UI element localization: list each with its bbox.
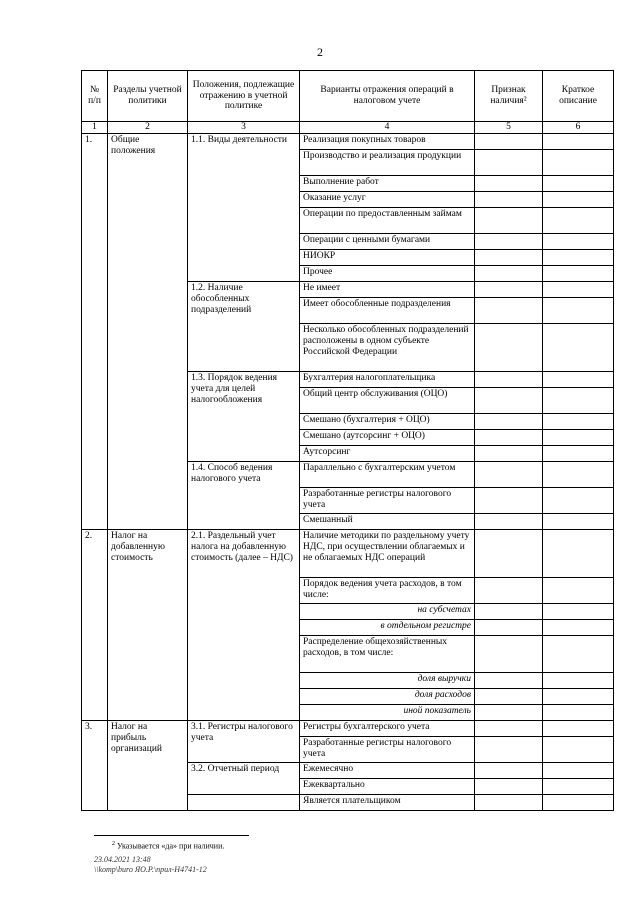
table-header-row [82, 71, 614, 122]
description-cell[interactable] [543, 324, 614, 372]
variant-cell: Бухгалтерия налогоплательщика [300, 372, 475, 388]
column-number-row [82, 122, 614, 134]
variant-cell: Операции с ценными бумагами [300, 234, 475, 250]
header-variants: Варианты отражения операций в налоговом учете [300, 71, 475, 122]
variant-cell: Производство и реализация продукции [300, 150, 475, 176]
attribute-cell[interactable] [475, 250, 543, 266]
section-name: Налог на прибыль организаций [108, 721, 188, 811]
header-attribute: Признак наличия² [475, 71, 543, 122]
page-number: 2 [317, 45, 323, 59]
table-row [82, 530, 614, 578]
attribute-cell[interactable] [475, 689, 543, 705]
attribute-cell[interactable] [475, 298, 543, 324]
description-cell[interactable] [543, 372, 614, 388]
table-row [82, 134, 614, 150]
variant-cell: Смешано (аутсорсинг + ОЦО) [300, 430, 475, 446]
variant-cell: доля расходов [300, 689, 475, 705]
variant-cell: Ежеквартально [300, 779, 475, 795]
section-number: 1. [82, 134, 108, 530]
attribute-cell[interactable] [475, 721, 543, 737]
variant-cell: Выполнение работ [300, 176, 475, 192]
col-num: 6 [543, 122, 614, 134]
provision-cell: 3.1. Регистры налогового учета [188, 721, 300, 763]
header-n: № п/п [82, 71, 108, 122]
description-cell[interactable] [543, 282, 614, 298]
col-num: 3 [188, 122, 300, 134]
attribute-cell[interactable] [475, 446, 543, 462]
variant-cell: Распределение общехозяйственных расходов, в том числе: [300, 636, 475, 673]
description-cell[interactable] [543, 689, 614, 705]
attribute-cell[interactable] [475, 234, 543, 250]
variant-cell: Смешанный [300, 514, 475, 530]
description-cell[interactable] [543, 134, 614, 150]
col-num: 4 [300, 122, 475, 134]
table-row [82, 721, 614, 737]
description-cell[interactable] [543, 414, 614, 430]
description-cell[interactable] [543, 298, 614, 324]
variant-cell: Несколько обособленных подразделений расположены в одном субъекте Российской Федерации [300, 324, 475, 372]
description-cell[interactable] [543, 388, 614, 414]
attribute-cell[interactable] [475, 636, 543, 673]
variant-cell: Порядок ведения учета расходов, в том числе: [300, 578, 475, 604]
description-cell[interactable] [543, 763, 614, 779]
footnote-text: Указывается «да» при наличии. [115, 841, 225, 851]
attribute-cell[interactable] [475, 176, 543, 192]
variant-cell: Смешано (бухгалтерия + ОЦО) [300, 414, 475, 430]
variant-cell: Параллельно с бухгалтерским учетом [300, 462, 475, 488]
provision-cell [188, 795, 300, 811]
variant-cell: Является плательщиком [300, 795, 475, 811]
attribute-cell[interactable] [475, 795, 543, 811]
col-num: 5 [475, 122, 543, 134]
attribute-cell[interactable] [475, 705, 543, 721]
description-cell[interactable] [543, 737, 614, 763]
attribute-cell[interactable] [475, 620, 543, 636]
attribute-cell[interactable] [475, 514, 543, 530]
description-cell[interactable] [543, 530, 614, 578]
variant-cell: Общий центр обслуживания (ОЦО) [300, 388, 475, 414]
header-provisions: Положения, подлежащие отражению в учетной политике [188, 71, 300, 122]
description-cell[interactable] [543, 795, 614, 811]
section-name: Налог на добавленную стоимость [108, 530, 188, 721]
header-sections: Разделы учетной политики [108, 71, 188, 122]
attribute-cell[interactable] [475, 414, 543, 430]
attribute-cell[interactable] [475, 388, 543, 414]
provision-cell: 2.1. Раздельный учет налога на добавленную стоимость (далее – НДС) [188, 530, 300, 721]
description-cell[interactable] [543, 673, 614, 689]
description-cell[interactable] [543, 176, 614, 192]
attribute-cell[interactable] [475, 134, 543, 150]
description-cell[interactable] [543, 488, 614, 514]
description-cell[interactable] [543, 636, 614, 673]
attribute-cell[interactable] [475, 282, 543, 298]
description-cell[interactable] [543, 514, 614, 530]
footnote [112, 841, 224, 851]
provision-cell: 1.3. Порядок ведения учета для целей налогообложения [188, 372, 300, 462]
attribute-cell[interactable] [475, 150, 543, 176]
attribute-cell[interactable] [475, 266, 543, 282]
section-number: 2. [82, 530, 108, 721]
attribute-cell[interactable] [475, 192, 543, 208]
variant-cell: Реализация покупных товаров [300, 134, 475, 150]
provision-cell: 1.2. Наличие обособленных подразделений [188, 282, 300, 372]
print-stamp [94, 855, 207, 874]
section-name: Общие положения [108, 134, 188, 530]
col-num: 2 [108, 122, 188, 134]
attribute-cell[interactable] [475, 372, 543, 388]
description-cell[interactable] [543, 192, 614, 208]
col-num: 1 [82, 122, 108, 134]
variant-cell: Разработанные регистры налогового учета [300, 737, 475, 763]
section-number: 3. [82, 721, 108, 811]
attribute-cell[interactable] [475, 604, 543, 620]
provision-cell: 3.2. Отчетный период [188, 763, 300, 795]
attribute-cell[interactable] [475, 673, 543, 689]
description-cell[interactable] [543, 578, 614, 604]
variant-cell: Не имеет [300, 282, 475, 298]
variant-cell: доля выручки [300, 673, 475, 689]
attribute-cell[interactable] [475, 578, 543, 604]
description-cell[interactable] [543, 250, 614, 266]
stamp-path: \\komp\buro ЯО.Р.\прил-Н4741-12 [94, 864, 207, 874]
attribute-cell[interactable] [475, 430, 543, 446]
description-cell[interactable] [543, 234, 614, 250]
variant-cell: Операции по предоставленным займам [300, 208, 475, 234]
description-cell[interactable] [543, 266, 614, 282]
attribute-cell[interactable] [475, 324, 543, 372]
variant-cell: Прочее [300, 266, 475, 282]
description-cell[interactable] [543, 446, 614, 462]
variant-cell: на субсчетах [300, 604, 475, 620]
attribute-cell[interactable] [475, 208, 543, 234]
variant-cell: Аутсорсинг [300, 446, 475, 462]
header-description: Краткое описание [543, 71, 614, 122]
attribute-cell[interactable] [475, 488, 543, 514]
provision-cell: 1.1. Виды деятельности [188, 134, 300, 282]
attribute-cell[interactable] [475, 763, 543, 779]
attribute-cell[interactable] [475, 779, 543, 795]
variant-cell: Наличие методики по раздельному учету НДС, при осуществлении облагаемых и не облагаемых НДС операций [300, 530, 475, 578]
variant-cell: иной показатель [300, 705, 475, 721]
description-cell[interactable] [543, 208, 614, 234]
variant-cell: НИОКР [300, 250, 475, 266]
description-cell[interactable] [543, 150, 614, 176]
description-cell[interactable] [543, 430, 614, 446]
variant-cell: Разработанные регистры налогового учета [300, 488, 475, 514]
footnote-mark: 2 [112, 841, 115, 847]
description-cell[interactable] [543, 705, 614, 721]
variant-cell: в отдельном регистре [300, 620, 475, 636]
description-cell[interactable] [543, 620, 614, 636]
variant-cell: Оказание услуг [300, 192, 475, 208]
description-cell[interactable] [543, 779, 614, 795]
tax-policy-table [81, 70, 614, 811]
description-cell[interactable] [543, 462, 614, 488]
footnote-divider [94, 835, 249, 836]
attribute-cell[interactable] [475, 462, 543, 488]
variant-cell: Ежемесячно [300, 763, 475, 779]
provision-cell: 1.4. Способ ведения налогового учета [188, 462, 300, 530]
attribute-cell[interactable] [475, 737, 543, 763]
description-cell[interactable] [543, 721, 614, 737]
attribute-cell[interactable] [475, 530, 543, 578]
description-cell[interactable] [543, 604, 614, 620]
variant-cell: Имеет обособленные подразделения [300, 298, 475, 324]
variant-cell: Регистры бухгалтерского учета [300, 721, 475, 737]
stamp-date: 23.04.2021 13:48 [94, 855, 151, 864]
